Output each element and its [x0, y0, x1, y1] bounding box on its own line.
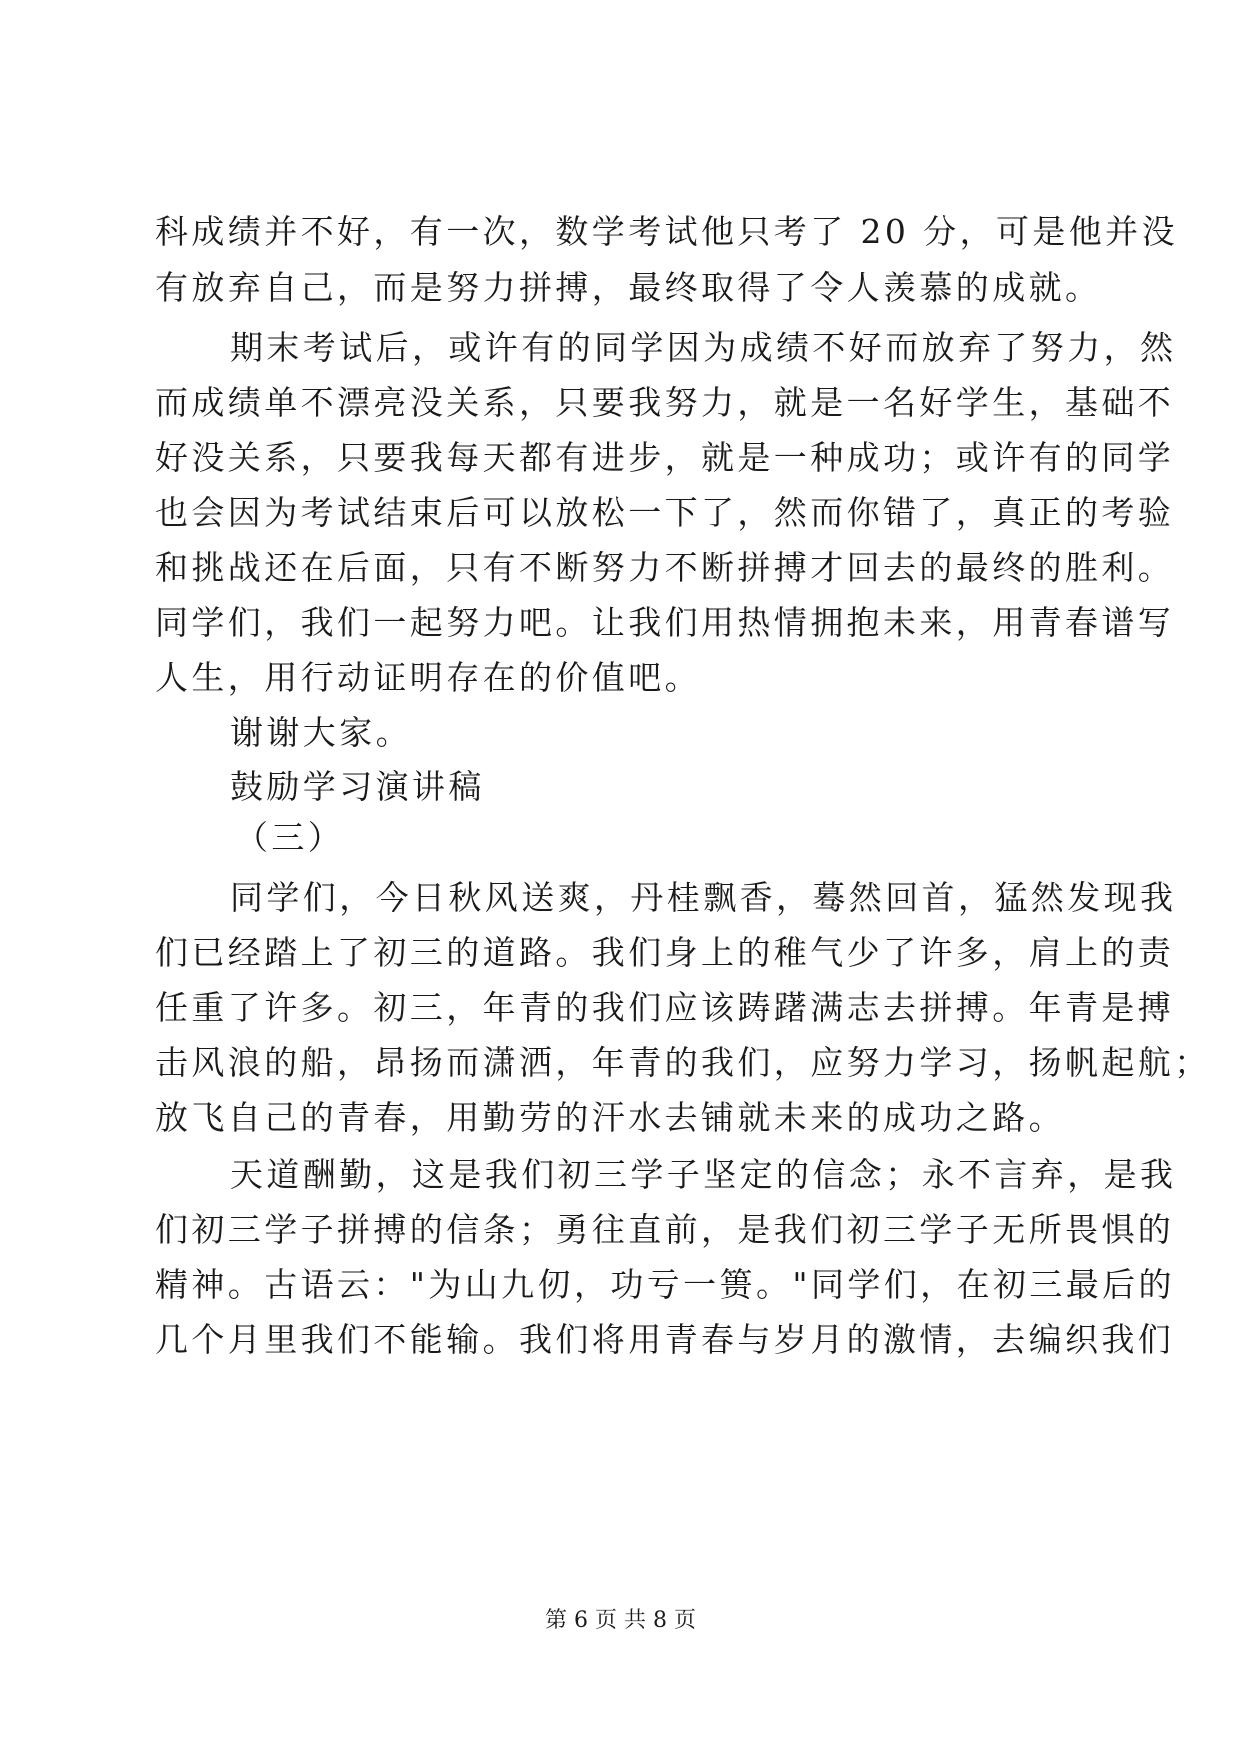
text-line: 几个月里我们不能输。我们将用青春与岁月的激情，去编织我们: [155, 1320, 1175, 1359]
page-footer: 第 6 页 共 8 页: [545, 1608, 696, 1633]
paragraph-start-line: 同学们，今日秋风送爽，丹桂飘香，蓦然回首，猛然发现我: [230, 878, 1177, 917]
text-line: 击风浪的船，昂扬而潇洒，年青的我们，应努力学习，扬帆起航；: [155, 1043, 1211, 1082]
paragraph-start-line: 期末考试后，或许有的同学因为成绩不好而放弃了努力，然: [230, 328, 1177, 367]
text-line: 们已经踏上了初三的道路。我们身上的稚气少了许多，肩上的责: [155, 933, 1175, 972]
text-line: 和挑战还在后面，只有不断努力不断拼搏才回去的最终的胜利。: [155, 548, 1175, 587]
closing-line: 谢谢大家。: [230, 713, 412, 752]
text-line: 人生，用行动证明存在的价值吧。: [155, 658, 701, 697]
paragraph-start-line: 天道酬勤，这是我们初三学子坚定的信念；永不言弃，是我: [230, 1155, 1177, 1194]
text-line: 放飞自己的青春，用勤劳的汗水去铺就未来的成功之路。: [155, 1098, 1065, 1137]
text-line: 科成绩并不好，有一次，数学考试他只考了 20 分，可是他并没: [155, 212, 1178, 251]
text-line: 们初三学子拼搏的信条；勇往直前，是我们初三学子无所畏惧的: [155, 1210, 1175, 1249]
text-line: 而成绩单不漂亮没关系，只要我努力，就是一名好学生，基础不: [155, 383, 1175, 422]
text-line: 同学们，我们一起努力吧。让我们用热情拥抱未来，用青春谱写: [155, 603, 1175, 642]
text-line: 任重了许多。初三，年青的我们应该踌躇满志去拼搏。年青是搏: [155, 988, 1175, 1027]
section-title: 鼓励学习演讲稿: [230, 767, 485, 806]
text-line: 精神。古语云："为山九仞，功亏一篑。"同学们，在初三最后的: [155, 1265, 1175, 1304]
text-line: 有放弃自己，而是努力拼搏，最终取得了令人羡慕的成就。: [155, 268, 1102, 307]
section-number: （三）: [235, 818, 345, 857]
text-line: 好没关系，只要我每天都有进步，就是一种成功；或许有的同学: [155, 438, 1175, 477]
text-line: 也会因为考试结束后可以放松一下了，然而你错了，真正的考验: [155, 493, 1175, 532]
